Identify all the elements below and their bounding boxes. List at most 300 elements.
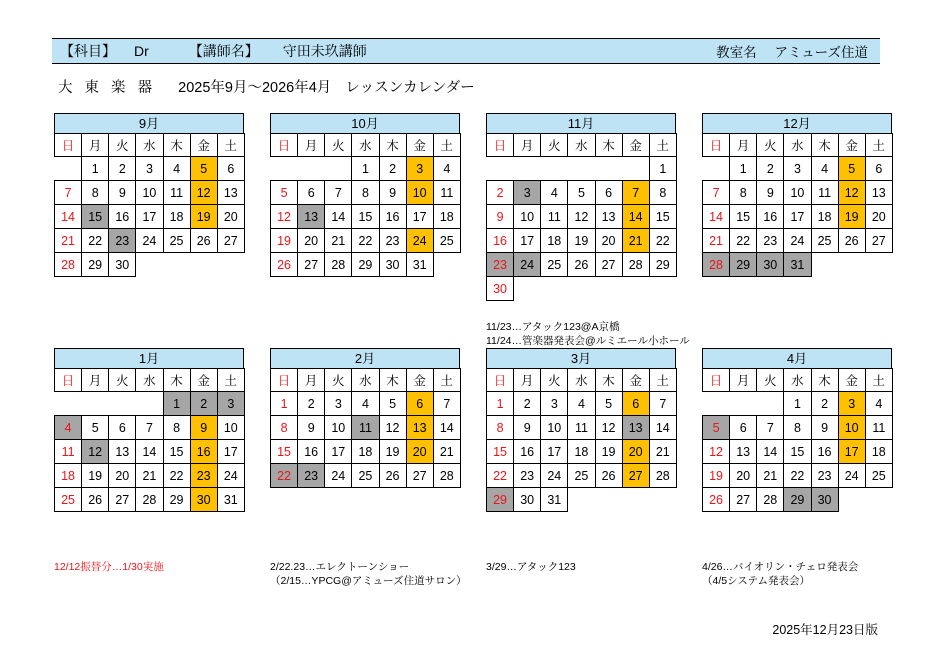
- calendar-empty-cell: [649, 488, 676, 512]
- calendar-day-cell[interactable]: 3: [541, 392, 568, 416]
- calendar-day-cell[interactable]: 18: [568, 440, 595, 464]
- header-right-group: [716, 41, 880, 61]
- calendar-day-cell[interactable]: 4: [568, 392, 595, 416]
- weekday-header-月: 月: [82, 369, 109, 392]
- calendar-day-cell[interactable]: 6: [730, 416, 757, 440]
- footer-version: 2025年12月23日版: [772, 623, 878, 637]
- calendar-day-cell[interactable]: 15: [271, 440, 298, 464]
- weekday-header-水: 水: [136, 134, 163, 157]
- calendar-week-row: [487, 229, 677, 253]
- calendar-day-cell[interactable]: 3: [136, 157, 163, 181]
- calendar-day-cell[interactable]: 18: [433, 205, 460, 229]
- calendar-empty-cell: [514, 157, 541, 181]
- calendar-day-cell[interactable]: 9: [298, 416, 325, 440]
- calendar-day-cell[interactable]: 30: [757, 253, 784, 277]
- calendar-month-title: 9月: [54, 113, 244, 134]
- calendar-day-cell[interactable]: 19: [568, 229, 595, 253]
- calendar-day-cell[interactable]: 14: [136, 440, 163, 464]
- calendar-day-cell[interactable]: 13: [217, 181, 244, 205]
- calendar-day-cell[interactable]: 14: [55, 205, 82, 229]
- calendar-day-cell[interactable]: 25: [433, 229, 460, 253]
- weekday-header-火: 火: [757, 369, 784, 392]
- calendar-day-cell[interactable]: 24: [217, 464, 244, 488]
- calendar-empty-cell: [190, 253, 217, 277]
- calendar-day-cell[interactable]: 6: [595, 181, 622, 205]
- calendar-empty-cell: [838, 488, 865, 512]
- calendar-day-cell[interactable]: 25: [352, 464, 379, 488]
- calendar-day-cell[interactable]: 21: [433, 440, 460, 464]
- calendar-day-cell[interactable]: 14: [703, 205, 730, 229]
- calendar-day-cell[interactable]: 19: [703, 464, 730, 488]
- calendar-day-cell[interactable]: 10: [541, 416, 568, 440]
- calendar-table: [702, 133, 893, 277]
- calendar-day-cell[interactable]: 5: [379, 392, 406, 416]
- weekday-header-row: [487, 134, 677, 157]
- calendar-day-cell[interactable]: 14: [325, 205, 352, 229]
- calendar-empty-cell: [730, 392, 757, 416]
- calendar-week-row: [55, 392, 245, 416]
- calendar-day-cell[interactable]: 29: [649, 253, 676, 277]
- calendar-day-cell[interactable]: 9: [757, 181, 784, 205]
- calendar-day-cell[interactable]: 21: [649, 440, 676, 464]
- calendar-day-cell[interactable]: 7: [649, 392, 676, 416]
- calendar-day-cell[interactable]: 18: [163, 205, 190, 229]
- calendar-day-cell[interactable]: 16: [298, 440, 325, 464]
- calendar-day-cell[interactable]: 9: [487, 205, 514, 229]
- calendar-day-cell[interactable]: 12: [703, 440, 730, 464]
- calendar-day-cell[interactable]: 5: [271, 181, 298, 205]
- calendar-empty-cell: [55, 392, 82, 416]
- calendar-day-cell[interactable]: 28: [649, 464, 676, 488]
- title-tail: レッスンカレンダー: [345, 80, 475, 96]
- calendar-day-cell[interactable]: 17: [514, 229, 541, 253]
- calendar-day-cell[interactable]: 16: [109, 205, 136, 229]
- calendar-day-cell[interactable]: 29: [730, 253, 757, 277]
- calendar-day-cell[interactable]: 9: [190, 416, 217, 440]
- calendar-empty-cell: [163, 253, 190, 277]
- calendar-day-cell[interactable]: 22: [271, 464, 298, 488]
- calendar-day-cell[interactable]: 8: [271, 416, 298, 440]
- calendar-day-cell[interactable]: 22: [82, 229, 109, 253]
- calendar-day-cell[interactable]: 27: [109, 488, 136, 512]
- calendar-day-cell[interactable]: 4: [541, 181, 568, 205]
- calendar-day-cell[interactable]: 7: [325, 181, 352, 205]
- calendar-day-cell[interactable]: 9: [379, 181, 406, 205]
- calendar-day-cell[interactable]: 27: [298, 253, 325, 277]
- calendar-day-cell[interactable]: 30: [514, 488, 541, 512]
- calendar-day-cell[interactable]: 14: [622, 205, 649, 229]
- weekday-header-月: 月: [730, 134, 757, 157]
- calendar-day-cell[interactable]: 26: [190, 229, 217, 253]
- calendar-day-cell[interactable]: 2: [298, 392, 325, 416]
- calendar-day-cell[interactable]: 5: [703, 416, 730, 440]
- calendar-day-cell[interactable]: 3: [784, 157, 811, 181]
- calendar-day-cell[interactable]: 19: [379, 440, 406, 464]
- calendar-day-cell[interactable]: 11: [55, 440, 82, 464]
- calendar-day-cell[interactable]: 8: [487, 416, 514, 440]
- calendar-day-cell[interactable]: 15: [784, 440, 811, 464]
- calendar-day-cell[interactable]: 31: [541, 488, 568, 512]
- calendar-day-cell[interactable]: 23: [514, 464, 541, 488]
- calendar-day-cell[interactable]: 5: [568, 181, 595, 205]
- subject-value: Dr: [134, 43, 149, 59]
- calendar-day-cell[interactable]: 11: [568, 416, 595, 440]
- calendar-day-cell[interactable]: 18: [865, 440, 892, 464]
- calendar-day-cell[interactable]: 29: [784, 488, 811, 512]
- weekday-header-水: 水: [352, 369, 379, 392]
- calendar-week-row: [487, 277, 677, 301]
- calendar-day-cell[interactable]: 2: [379, 157, 406, 181]
- calendar-day-cell[interactable]: 26: [271, 253, 298, 277]
- calendar-note-line: 3/29…アタック123: [486, 561, 576, 573]
- calendar-day-cell[interactable]: 28: [757, 488, 784, 512]
- calendar-day-cell[interactable]: 21: [703, 229, 730, 253]
- calendar-day-cell[interactable]: 20: [109, 464, 136, 488]
- calendar-day-cell[interactable]: 1: [271, 392, 298, 416]
- calendar-day-cell[interactable]: 16: [514, 440, 541, 464]
- calendar-day-cell[interactable]: 19: [838, 205, 865, 229]
- calendar-day-cell[interactable]: 7: [703, 181, 730, 205]
- calendar-month-title: 10月: [270, 113, 460, 134]
- calendar-day-cell[interactable]: 27: [595, 253, 622, 277]
- calendar-day-cell[interactable]: 13: [865, 181, 892, 205]
- calendar-day-cell[interactable]: 19: [271, 229, 298, 253]
- calendar-day-cell[interactable]: 11: [811, 181, 838, 205]
- calendar-day-cell[interactable]: 25: [811, 229, 838, 253]
- calendar-day-cell[interactable]: 9: [811, 416, 838, 440]
- calendar-week-row: [271, 392, 461, 416]
- weekday-header-金: 金: [190, 369, 217, 392]
- calendar-day-cell[interactable]: 16: [757, 205, 784, 229]
- calendar-day-cell[interactable]: 31: [406, 253, 433, 277]
- calendar-day-cell[interactable]: 17: [325, 440, 352, 464]
- calendar-day-cell[interactable]: 8: [784, 416, 811, 440]
- calendar-day-cell[interactable]: 1: [487, 392, 514, 416]
- calendar-day-cell[interactable]: 20: [865, 205, 892, 229]
- calendar-day-cell[interactable]: 25: [55, 488, 82, 512]
- calendar-week-row: [487, 392, 677, 416]
- calendar-month-title: 1月: [54, 348, 244, 369]
- calendar-day-cell[interactable]: 9: [514, 416, 541, 440]
- calendar-day-cell[interactable]: 26: [595, 464, 622, 488]
- calendar-day-cell[interactable]: 8: [352, 181, 379, 205]
- weekday-header-金: 金: [406, 369, 433, 392]
- calendar-day-cell[interactable]: 10: [838, 416, 865, 440]
- calendar-day-cell[interactable]: 3: [217, 392, 244, 416]
- calendar-day-cell[interactable]: 6: [217, 157, 244, 181]
- calendar-day-cell[interactable]: 28: [55, 253, 82, 277]
- weekday-header-土: 土: [865, 134, 892, 157]
- calendar-day-cell[interactable]: 23: [379, 229, 406, 253]
- calendar-day-cell[interactable]: 4: [811, 157, 838, 181]
- calendar-day-cell[interactable]: 1: [784, 392, 811, 416]
- calendar-week-row: [703, 157, 893, 181]
- calendar-day-cell[interactable]: 20: [406, 440, 433, 464]
- calendar-day-cell[interactable]: 19: [82, 464, 109, 488]
- calendar-day-cell[interactable]: 7: [757, 416, 784, 440]
- calendar-day-cell[interactable]: 7: [622, 181, 649, 205]
- calendar-week-row: [487, 253, 677, 277]
- calendar-day-cell[interactable]: 10: [514, 205, 541, 229]
- calendar-day-cell[interactable]: 15: [730, 205, 757, 229]
- calendar-day-cell[interactable]: 16: [811, 440, 838, 464]
- calendar-day-cell[interactable]: 18: [55, 464, 82, 488]
- calendar-day-cell[interactable]: 26: [703, 488, 730, 512]
- calendar-day-cell[interactable]: 25: [865, 464, 892, 488]
- calendar-day-cell[interactable]: 16: [487, 229, 514, 253]
- calendar-day-cell[interactable]: 23: [298, 464, 325, 488]
- calendar-day-cell[interactable]: 17: [541, 440, 568, 464]
- calendar-day-cell[interactable]: 4: [865, 392, 892, 416]
- weekday-header-row: [703, 369, 893, 392]
- calendar-day-cell[interactable]: 1: [649, 157, 676, 181]
- calendar-day-cell[interactable]: 6: [622, 392, 649, 416]
- calendar-day-cell[interactable]: 25: [568, 464, 595, 488]
- calendar-day-cell[interactable]: 20: [595, 229, 622, 253]
- calendar-day-cell[interactable]: 24: [514, 253, 541, 277]
- calendar-day-cell[interactable]: 6: [406, 392, 433, 416]
- calendar-day-cell[interactable]: 20: [217, 205, 244, 229]
- weekday-header-金: 金: [838, 369, 865, 392]
- calendar-week-row: [55, 464, 245, 488]
- weekday-header-row: [55, 369, 245, 392]
- calendar-day-cell[interactable]: 5: [838, 157, 865, 181]
- calendar-day-cell[interactable]: 17: [838, 440, 865, 464]
- calendar-day-cell[interactable]: 8: [163, 416, 190, 440]
- calendar-day-cell[interactable]: 6: [865, 157, 892, 181]
- calendar-day-cell[interactable]: 31: [784, 253, 811, 277]
- calendar-day-cell[interactable]: 3: [514, 181, 541, 205]
- calendar-day-cell[interactable]: 10: [784, 181, 811, 205]
- weekday-header-水: 水: [136, 369, 163, 392]
- calendar-day-cell[interactable]: 23: [109, 229, 136, 253]
- calendar-day-cell[interactable]: 26: [82, 488, 109, 512]
- calendar-day-cell[interactable]: 27: [865, 229, 892, 253]
- calendar-day-cell[interactable]: 10: [136, 181, 163, 205]
- calendar-day-cell[interactable]: 26: [379, 464, 406, 488]
- calendar-day-cell[interactable]: 7: [55, 181, 82, 205]
- calendar-day-cell[interactable]: 11: [541, 205, 568, 229]
- calendar-day-cell[interactable]: 11: [352, 416, 379, 440]
- calendar-day-cell[interactable]: 3: [325, 392, 352, 416]
- calendar-empty-cell: [757, 392, 784, 416]
- calendar-day-cell[interactable]: 21: [136, 464, 163, 488]
- calendar-day-cell[interactable]: 18: [352, 440, 379, 464]
- calendar-day-cell[interactable]: 22: [730, 229, 757, 253]
- calendar-day-cell[interactable]: 1: [730, 157, 757, 181]
- calendar-empty-cell: [865, 253, 892, 277]
- calendar-day-cell[interactable]: 6: [298, 181, 325, 205]
- calendar-day-cell[interactable]: 2: [757, 157, 784, 181]
- calendar-day-cell[interactable]: 17: [136, 205, 163, 229]
- calendar-day-cell[interactable]: 2: [514, 392, 541, 416]
- calendar-day-cell[interactable]: 10: [217, 416, 244, 440]
- calendar-week-row: [703, 253, 893, 277]
- calendar-day-cell[interactable]: 12: [838, 181, 865, 205]
- calendar-day-cell[interactable]: 6: [109, 416, 136, 440]
- calendar-month-title: 2月: [270, 348, 460, 369]
- calendar-day-cell[interactable]: 13: [595, 205, 622, 229]
- calendar-day-cell[interactable]: 25: [163, 229, 190, 253]
- calendar-day-cell[interactable]: 3: [838, 392, 865, 416]
- calendar-day-cell[interactable]: 23: [757, 229, 784, 253]
- weekday-header-火: 火: [757, 134, 784, 157]
- calendar-week-row: [55, 229, 245, 253]
- calendar-day-cell[interactable]: 16: [379, 205, 406, 229]
- calendar-day-cell[interactable]: 13: [622, 416, 649, 440]
- calendar-day-cell[interactable]: 20: [298, 229, 325, 253]
- calendar-day-cell[interactable]: 7: [433, 392, 460, 416]
- calendar-empty-cell: [838, 253, 865, 277]
- calendar-day-cell[interactable]: 2: [811, 392, 838, 416]
- calendar-day-cell[interactable]: 15: [649, 205, 676, 229]
- calendar-day-cell[interactable]: 5: [190, 157, 217, 181]
- calendar-day-cell[interactable]: 10: [406, 181, 433, 205]
- calendar-day-cell[interactable]: 22: [487, 464, 514, 488]
- calendar-day-cell[interactable]: 24: [541, 464, 568, 488]
- calendar-day-cell[interactable]: 8: [82, 181, 109, 205]
- calendar-day-cell[interactable]: 27: [406, 464, 433, 488]
- calendar-day-cell[interactable]: 22: [352, 229, 379, 253]
- calendar-day-cell[interactable]: 21: [55, 229, 82, 253]
- calendar-day-cell[interactable]: 23: [487, 253, 514, 277]
- calendar-day-cell[interactable]: 29: [163, 488, 190, 512]
- calendar-day-cell[interactable]: 30: [190, 488, 217, 512]
- calendar-day-cell[interactable]: 2: [487, 181, 514, 205]
- shop-name: 大 東 楽 器: [58, 80, 157, 96]
- calendar-day-cell[interactable]: 18: [541, 229, 568, 253]
- calendar-day-cell[interactable]: 26: [568, 253, 595, 277]
- calendar-day-cell[interactable]: 11: [163, 181, 190, 205]
- calendar-day-cell[interactable]: 15: [487, 440, 514, 464]
- calendar-day-cell[interactable]: 12: [271, 205, 298, 229]
- calendar-day-cell[interactable]: 15: [82, 205, 109, 229]
- calendar-day-cell[interactable]: 12: [190, 181, 217, 205]
- calendar-empty-cell: [568, 157, 595, 181]
- calendar-day-cell[interactable]: 12: [595, 416, 622, 440]
- calendar-day-cell[interactable]: 1: [163, 392, 190, 416]
- calendar-day-cell[interactable]: 1: [352, 157, 379, 181]
- calendar-day-cell[interactable]: 28: [136, 488, 163, 512]
- calendar-day-cell[interactable]: 12: [379, 416, 406, 440]
- weekday-header-row: [271, 369, 461, 392]
- calendar-day-cell[interactable]: 29: [352, 253, 379, 277]
- calendar-day-cell[interactable]: 31: [217, 488, 244, 512]
- calendar-day-cell[interactable]: 16: [190, 440, 217, 464]
- calendar-day-cell[interactable]: 28: [325, 253, 352, 277]
- weekday-header-日: 日: [55, 369, 82, 392]
- calendar-day-cell[interactable]: 14: [757, 440, 784, 464]
- calendar-day-cell[interactable]: 1: [82, 157, 109, 181]
- calendar-day-cell[interactable]: 27: [217, 229, 244, 253]
- calendar-day-cell[interactable]: 3: [406, 157, 433, 181]
- calendar-day-cell[interactable]: 8: [730, 181, 757, 205]
- calendar-day-cell[interactable]: 4: [163, 157, 190, 181]
- calendar-day-cell[interactable]: 28: [622, 253, 649, 277]
- calendar-day-cell[interactable]: 20: [730, 464, 757, 488]
- calendar-day-cell[interactable]: 29: [487, 488, 514, 512]
- calendar-day-cell[interactable]: 13: [406, 416, 433, 440]
- calendar-day-cell[interactable]: 24: [406, 229, 433, 253]
- calendar-day-cell[interactable]: 4: [433, 157, 460, 181]
- calendar-day-cell[interactable]: 30: [487, 277, 514, 301]
- teacher-label: 【講師名】: [188, 43, 259, 59]
- calendar-day-cell[interactable]: 22: [163, 464, 190, 488]
- calendar-day-cell[interactable]: 4: [55, 416, 82, 440]
- calendar-day-cell[interactable]: 17: [784, 205, 811, 229]
- calendar-week-row: [487, 416, 677, 440]
- calendar-day-cell[interactable]: 11: [433, 181, 460, 205]
- calendar-day-cell[interactable]: 13: [730, 440, 757, 464]
- weekday-header-木: 木: [811, 134, 838, 157]
- calendar-day-cell[interactable]: 4: [352, 392, 379, 416]
- calendar-day-cell[interactable]: 10: [325, 416, 352, 440]
- calendar-day-cell[interactable]: 28: [703, 253, 730, 277]
- weekday-header-火: 火: [541, 369, 568, 392]
- calendar-day-cell[interactable]: 17: [406, 205, 433, 229]
- calendar-day-cell[interactable]: 21: [757, 464, 784, 488]
- calendar-note: [702, 560, 858, 588]
- calendar-day-cell[interactable]: 18: [811, 205, 838, 229]
- calendar-day-cell[interactable]: 21: [622, 229, 649, 253]
- calendar-day-cell[interactable]: 9: [109, 181, 136, 205]
- calendar-day-cell[interactable]: 12: [568, 205, 595, 229]
- calendar-day-cell[interactable]: 30: [109, 253, 136, 277]
- weekday-header-木: 木: [811, 369, 838, 392]
- calendar-day-cell[interactable]: 22: [784, 464, 811, 488]
- calendar-day-cell[interactable]: 14: [649, 416, 676, 440]
- calendar-day-cell[interactable]: 14: [433, 416, 460, 440]
- calendar-day-cell[interactable]: 29: [82, 253, 109, 277]
- calendar-day-cell[interactable]: 12: [82, 440, 109, 464]
- calendar-day-cell[interactable]: 26: [838, 229, 865, 253]
- calendar-day-cell[interactable]: 19: [595, 440, 622, 464]
- calendar-day-cell[interactable]: 19: [190, 205, 217, 229]
- calendar-day-cell[interactable]: 28: [433, 464, 460, 488]
- calendar-day-cell[interactable]: 5: [595, 392, 622, 416]
- calendar-day-cell[interactable]: 23: [190, 464, 217, 488]
- calendar-day-cell[interactable]: 2: [109, 157, 136, 181]
- calendar-day-cell[interactable]: 11: [865, 416, 892, 440]
- calendar-day-cell[interactable]: 13: [109, 440, 136, 464]
- weekday-header-日: 日: [271, 134, 298, 157]
- calendar-day-cell[interactable]: 24: [136, 229, 163, 253]
- calendar-day-cell[interactable]: 27: [622, 464, 649, 488]
- calendar-day-cell[interactable]: 21: [325, 229, 352, 253]
- calendar-day-cell[interactable]: 24: [838, 464, 865, 488]
- calendar-day-cell[interactable]: 20: [622, 440, 649, 464]
- calendar-day-cell[interactable]: 27: [730, 488, 757, 512]
- calendar-day-cell[interactable]: 8: [649, 181, 676, 205]
- calendar-week-row: [55, 157, 245, 181]
- calendar-day-cell[interactable]: 24: [784, 229, 811, 253]
- calendar-day-cell[interactable]: 13: [298, 205, 325, 229]
- calendar-day-cell[interactable]: 30: [811, 488, 838, 512]
- weekday-header-土: 土: [649, 369, 676, 392]
- calendar-day-cell[interactable]: 7: [136, 416, 163, 440]
- calendar-day-cell[interactable]: 25: [541, 253, 568, 277]
- calendar-day-cell[interactable]: 2: [190, 392, 217, 416]
- calendar-day-cell[interactable]: 5: [82, 416, 109, 440]
- calendar-day-cell[interactable]: 22: [649, 229, 676, 253]
- calendar-day-cell[interactable]: 23: [811, 464, 838, 488]
- calendar-day-cell[interactable]: 30: [379, 253, 406, 277]
- weekday-header-月: 月: [514, 369, 541, 392]
- calendar-day-cell[interactable]: 15: [352, 205, 379, 229]
- calendar-day-cell[interactable]: 15: [163, 440, 190, 464]
- calendar-day-cell[interactable]: 24: [325, 464, 352, 488]
- calendar-day-cell[interactable]: 17: [217, 440, 244, 464]
